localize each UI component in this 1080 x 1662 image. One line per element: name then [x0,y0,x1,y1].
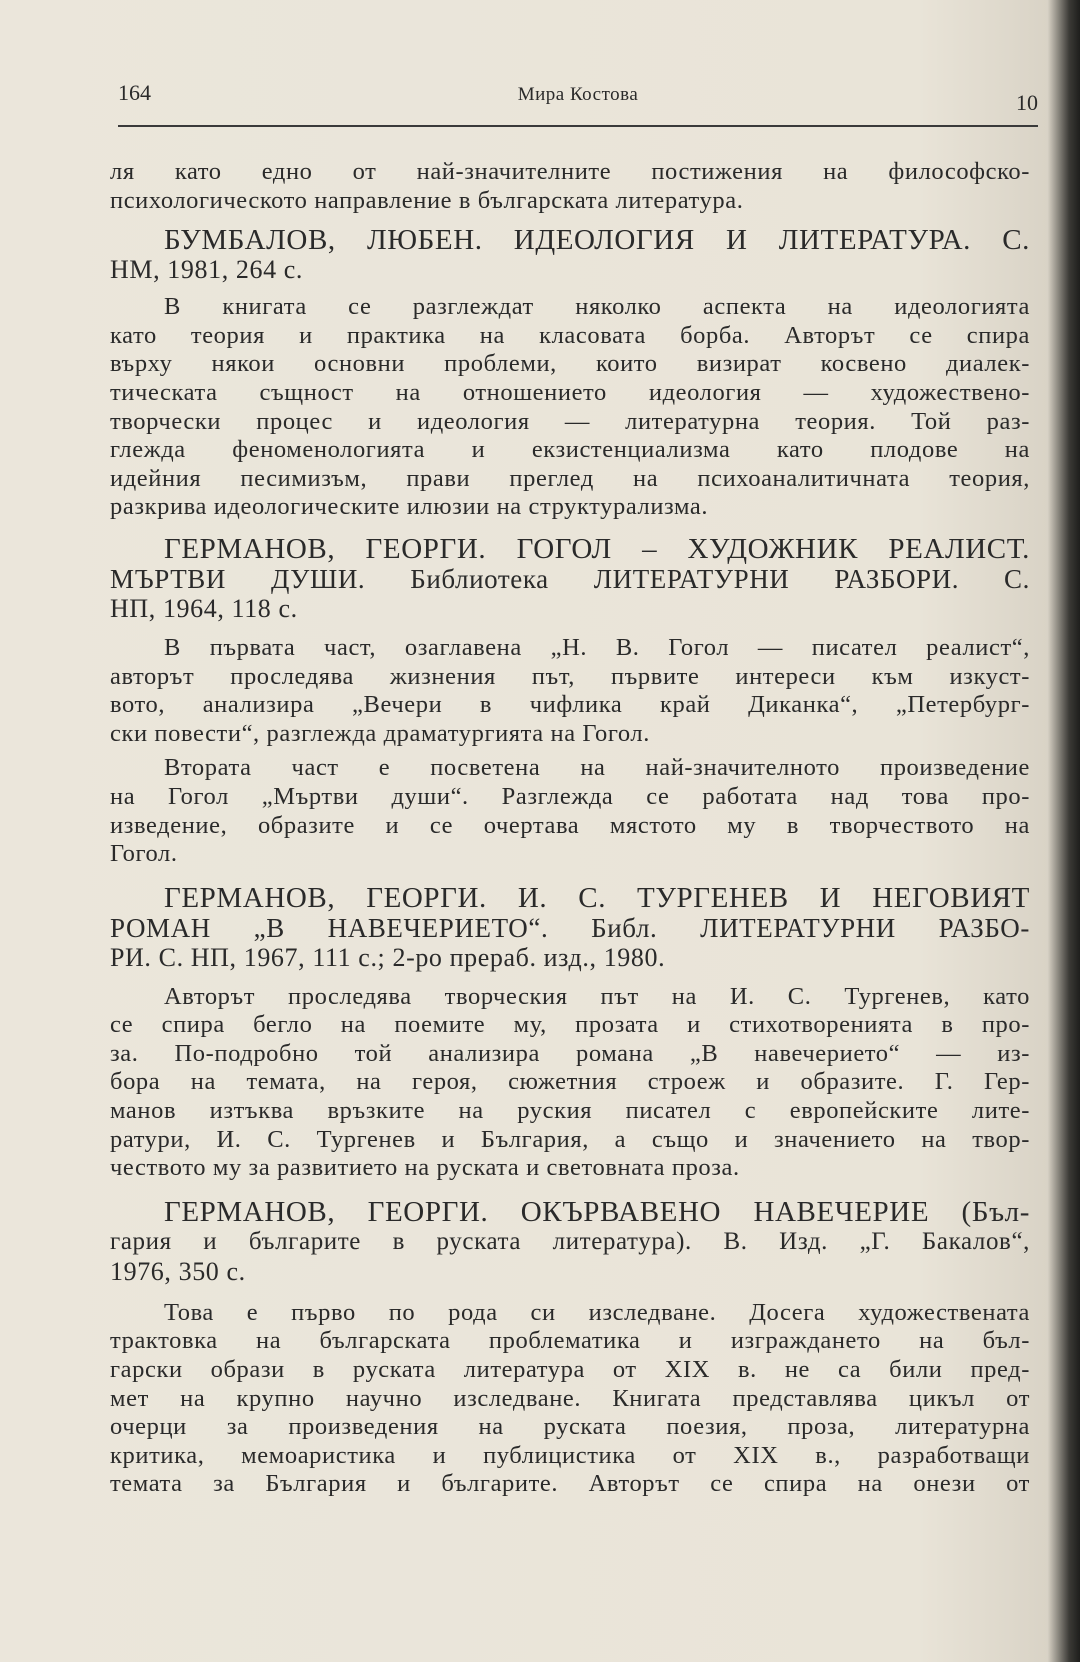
text-line: ратури, И. С. Тургенев и България, а също и значението на твор- [110,1125,1030,1153]
entry-line: РИ. С. НП, 1967, 111 с.; 2-ро прераб. изд., 1980. [110,942,666,972]
text-line: трактовка на българската проблематика и изграждането на бъл- [110,1327,1030,1355]
text-line: идейния песимизъм, прави преглед на психоаналитичната теория, [110,464,1030,492]
annotation-paragraph [110,1299,1030,1499]
bibliography-entry [110,225,1030,285]
text-line: В първата част, озаглавена „Н. В. Гогол — писател реалист“, [164,633,1030,661]
entry-line: ГЕРМАНОВ, ГЕОРГИ. И. С. ТУРГЕНЕВ И НЕГОВИЯТ [164,881,1030,914]
page-body [110,158,1030,1499]
text-line: за. По-подробно той анализира романа „В навечерието“ — из- [110,1039,1030,1067]
text-line: чеството му за развитието на руската и световната проза. [110,1154,740,1182]
text-line: Авторът проследява творческия път на И. С. Тургенев, като [164,982,1030,1010]
text-line: като теория и практика на класовата борба. Авторът се спира [110,321,1030,349]
text-line: разкрива идеологическите илюзии на структурализма. [110,493,709,521]
text-line: гарски образи в руската литература от XIX в. не са били пред- [110,1356,1030,1384]
entry-line: МЪРТВИ ДУШИ. Библиотека ЛИТЕРАТУРНИ РАЗБОРИ. С. [110,563,1030,594]
entry-line: 1976, 350 с. [110,1256,246,1286]
text-line: върху някои основни проблеми, които визират косвено диалек- [110,350,1030,378]
text-line: ски повести“, разглежда драматургията на Гогол. [110,719,650,747]
entry-line: НП, 1964, 118 с. [110,593,298,623]
annotation-paragraph [110,983,1030,1183]
text-line: Това е първо по рода си изследване. Досега художествената [164,1298,1030,1326]
page-number: 164 [118,80,151,105]
text-line: изведение, образите и се очертава мястото му в творчеството на [110,811,1030,839]
text-line: вото, анализира „Вечери в чифлика край Диканка“, „Петербург- [110,691,1030,719]
text-line: психологическото направление в българската литература. [110,186,744,214]
text-line: очерци за произведения на руската поезия, проза, литературна [110,1413,1030,1441]
running-title: Мира Костова [517,84,639,105]
text-line: Гогол. [110,840,178,868]
annotation-paragraph [110,293,1030,522]
bibliography-entry [110,534,1030,624]
annotation-paragraph [110,634,1030,748]
text-line: глежда феноменологията и екзистенциализма като плодове на [110,436,1030,464]
continuation-text [110,158,1030,215]
text-line: на Гогол „Мъртви души“. Разглежда се работата над това про- [110,782,1030,810]
text-line: темата за България и българите. Авторът се спира на онези от [110,1470,1030,1498]
text-line: манов изтъква връзките на руския писател с европейските лите- [110,1097,1030,1125]
text-line: бора на темата, на героя, сюжетния строеж и образите. Г. Гер- [110,1068,1030,1096]
text-line: творчески процес и идеология — литературна теория. Той раз- [110,407,1030,435]
entry-line: ГЕРМАНОВ, ГЕОРГИ. ГОГОЛ – ХУДОЖНИК РЕАЛИСТ. [164,532,1030,565]
sheet-number: 10 [1016,90,1038,115]
text-line: ля като едно от най-значителните постижения на философско- [110,158,1030,185]
annotation-paragraph [110,754,1030,868]
entry-line: РОМАН „В НАВЕЧЕРИЕТО“. Библ. ЛИТЕРАТУРНИ РАЗБО- [110,912,1030,943]
entry-line: ГЕРМАНОВ, ГЕОРГИ. ОКЪРВАВЕНО НАВЕЧЕРИЕ (Бъл- [164,1195,1030,1228]
page-header [118,80,1038,120]
entry-line: НМ, 1981, 264 с. [110,255,304,285]
entry-line: БУМБАЛОВ, ЛЮБЕН. ИДЕОЛОГИЯ И ЛИТЕРАТУРА. С. [164,224,1030,257]
text-line: критика, мемоаристика и публицистика от XIX в., разработващи [110,1441,1030,1469]
text-line: се спира бегло на поемите му, прозата и стихотворенията в про- [110,1011,1030,1039]
text-line: мет на крупно научно изследване. Книгата представлява цикъл от [110,1384,1030,1412]
text-line: Втората част е посветена на най-значителното произведение [164,754,1030,782]
text-line: авторът проследява жизнения път, първите интереси към изкуст- [110,662,1030,690]
entry-line: гария и българите в руската литература). В. Изд. „Г. Бакалов“, [110,1227,1030,1255]
text-line: В книгата се разглеждат няколко аспекта на идеологията [164,293,1030,321]
bibliography-entry [110,883,1030,973]
header-rule [118,125,1038,127]
bibliography-entry [110,1197,1030,1287]
text-line: тическата същност на отношението идеология — художествено- [110,378,1030,406]
